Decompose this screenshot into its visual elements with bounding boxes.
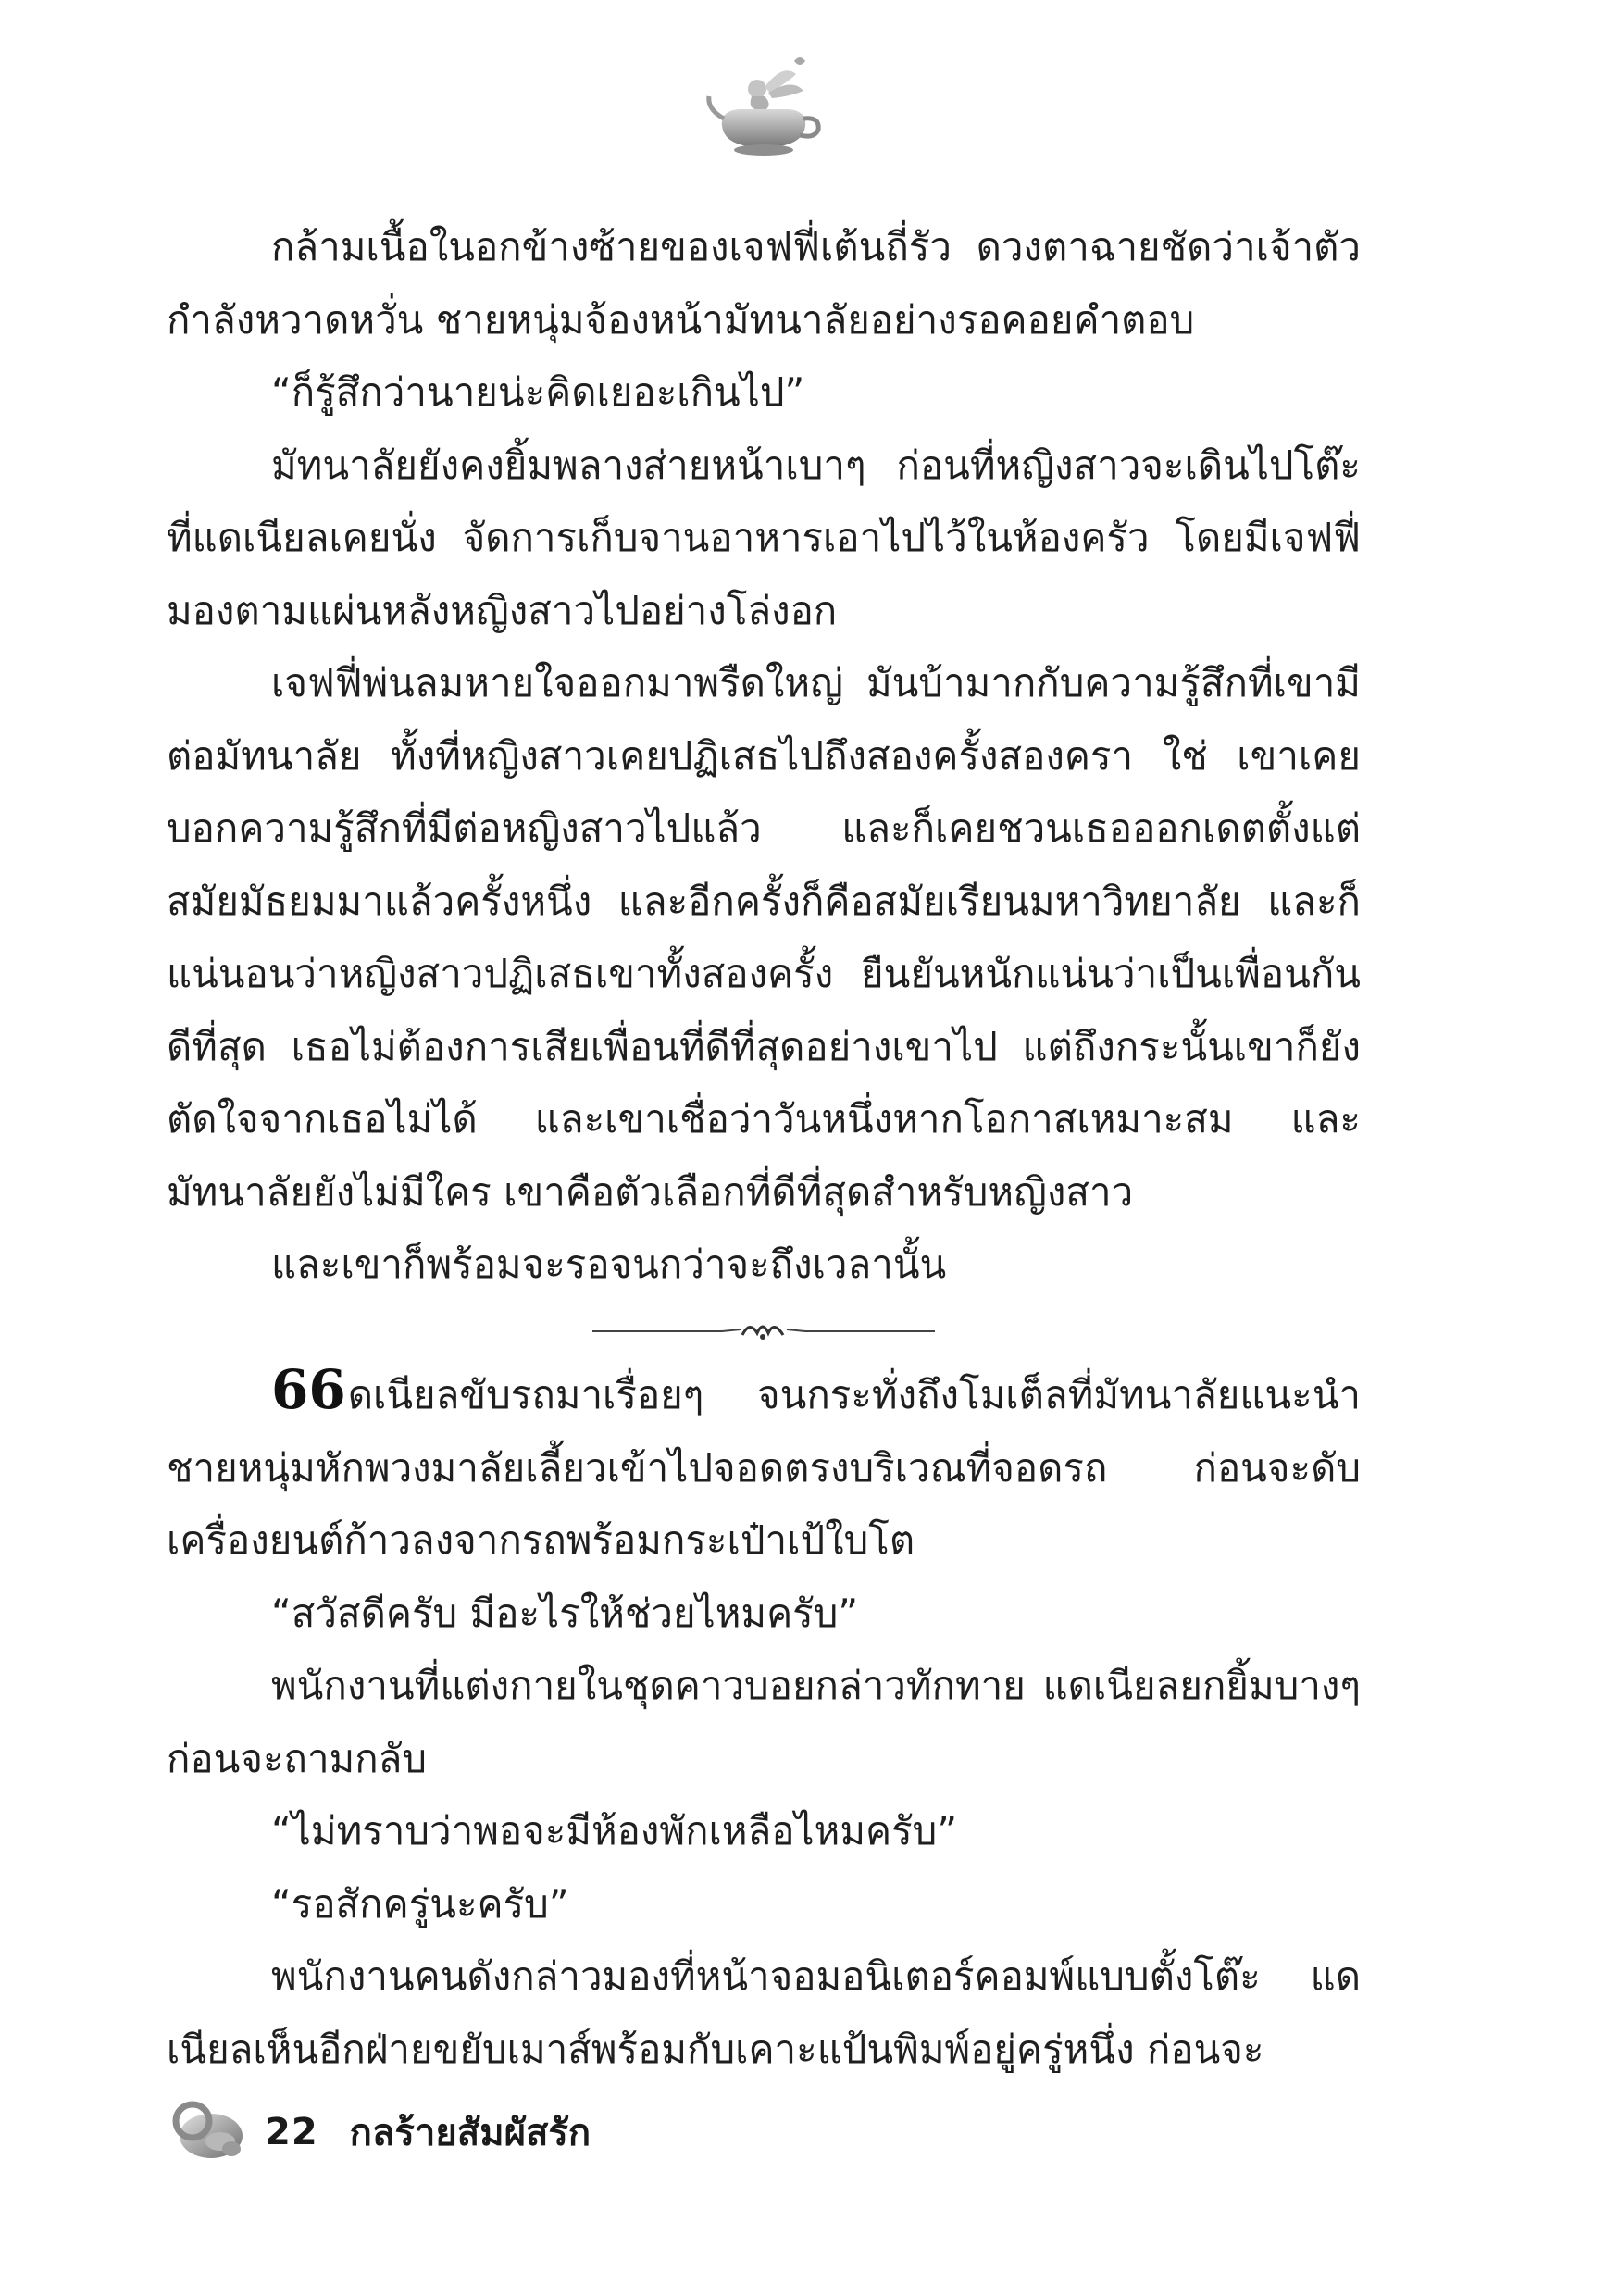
paragraph: มัทนาลัยยังคงยิ้มพลางส่ายหน้าเบาๆ ก่อนที่หญิงสาวจะเดินไปโต๊ะที่แดเนียลเคยนั่ง จัดการเก็บจานอาหารเอาไปไว้ในห้องครัว โดยมีเจฟฟี่มองตามแผ่นหลังหญิงสาวไปอย่างโล่งอก xyxy=(167,442,1361,633)
paragraph: “ก็รู้สึกว่านายน่ะคิดเยอะเกินไป” xyxy=(271,369,805,415)
opening-paragraph-text: ดเนียลขับรถมาเรื่อยๆ จนกระทั่งถึงโมเต็ลที่มัทนาลัยแนะนำ ชายหนุ่มหักพวงมาลัยเลี้ยวเข้าไปจอดตรงบริเวณที่จอดรถ ก่อนจะดับเครื่องยนต์ก้าวลงจากรถพร้อมกระเป๋าเป้ใบโต xyxy=(167,1372,1361,1563)
paragraph: พนักงานที่แต่งกายในชุดคาวบอยกล่าวทักทาย แดเนียลยกยิ้มบางๆ ก่อนจะถามกลับ xyxy=(167,1663,1361,1781)
flourish-divider-icon xyxy=(592,1313,935,1350)
dropcap: 66 xyxy=(271,1358,346,1421)
page-number: 22 xyxy=(265,2111,318,2153)
section-2-text xyxy=(167,1354,1361,2086)
paragraph: พนักงานคนดังกล่าวมองที่หน้าจอมอนิเตอร์คอมพ์แบบตั้งโต๊ะ แดเนียลเห็นอีกฝ่ายขยับเมาส์พร้อมกับเคาะแป้นพิมพ์อยู่ครู่หนึ่ง ก่อนจะ xyxy=(167,1953,1361,2072)
opening-paragraph xyxy=(167,1354,1361,1578)
paragraph: กล้ามเนื้อในอกข้างซ้ายของเจฟฟี่เต้นถี่รัว ดวงตาฉายชัดว่าเจ้าตัวกำลังหวาดหวั่น ชายหนุ่มจ้องหน้ามัทนาลัยอย่างรอคอยคำตอบ xyxy=(167,224,1361,343)
paragraph: “ไม่ทราบว่าพอจะมีห้องพักเหลือไหมครับ” xyxy=(271,1808,958,1853)
section-1-text xyxy=(167,211,1361,1302)
paragraph: และเขาก็พร้อมจะรอจนกว่าจะถึงเวลานั้น xyxy=(271,1242,947,1287)
page-footer xyxy=(167,2090,591,2174)
paragraph: “สวัสดีครับ มีอะไรให้ช่วยไหมครับ” xyxy=(271,1590,859,1636)
book-title: กลร้ายสัมผัสรัก xyxy=(349,2112,591,2154)
paragraph: เจฟฟี่พ่นลมหายใจออกมาพรืดใหญ่ มันบ้ามากกับความรู้สึกที่เขามีต่อมัทนาลัย ทั้งที่หญิงสาวเคยปฏิเสธไปถึงสองครั้งสองครา ใช่ เขาเคยบอกความรู้สึกที่มีต่อหญิงสาวไปแล้ว และก็เคยชวนเธอออกเดตตั้งแต่สมัยมัธยมมาแล้วครั้งหนึ่ง และอีกครั้งก็คือสมัยเรียนมหาวิทยาลัย และก็แน่นอนว่าหญิงสาวปฏิเสธเขาทั้งสองครั้ง ยืนยันหนักแน่นว่าเป็นเพื่อนกันดีที่สุด เธอไม่ต้องการเสียเพื่อนที่ดีที่สุดอย่างเขาไป แต่ถึงกระนั้นเขาก็ยังตัดใจจากเธอไม่ได้ และเขาเชื่อว่าวันหนึ่งหากโอกาสเหมาะสม และมัทนาลัยยังไม่มีใคร เขาคือตัวเลือกที่ดีที่สุดสำหรับหญิงสาว xyxy=(167,660,1361,1215)
cupid-teapot-ornament-icon xyxy=(703,54,824,165)
paragraph: “รอสักครู่นะครับ” xyxy=(271,1880,569,1927)
pacifier-ornament-icon xyxy=(167,2095,250,2169)
